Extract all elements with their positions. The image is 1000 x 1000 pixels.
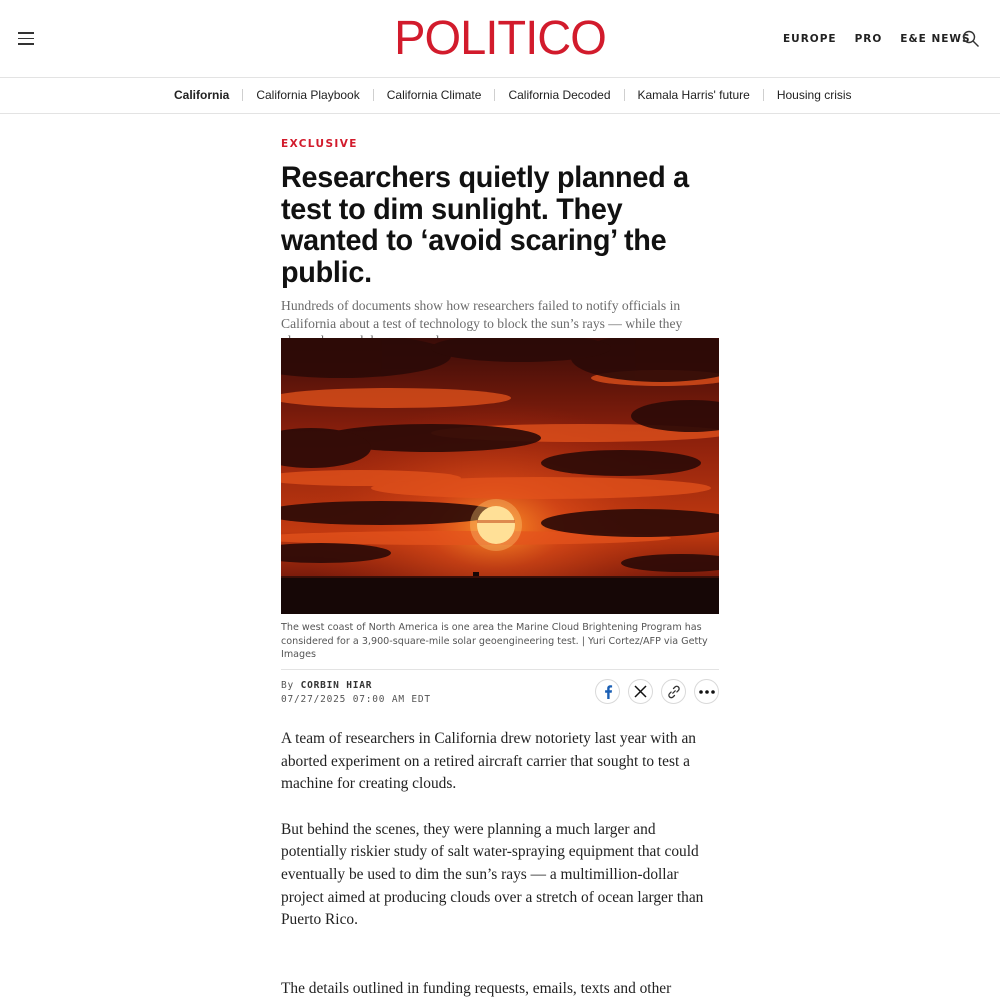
byline: [281, 679, 372, 693]
subnav-item-housing-crisis[interactable]: Housing crisis: [776, 88, 852, 102]
more-icon: [699, 690, 715, 694]
site-header: [0, 0, 1000, 78]
subnav-divider: [494, 89, 495, 101]
nav-pro[interactable]: PRO: [854, 33, 883, 45]
top-nav: [783, 32, 989, 46]
divider: [281, 669, 719, 670]
copy-link-button[interactable]: [661, 679, 686, 704]
publish-timestamp: 07/27/2025 07:00 AM EDT: [281, 694, 431, 705]
facebook-icon: [602, 685, 614, 699]
kicker-label[interactable]: EXCLUSIVE: [281, 138, 358, 150]
article-dek: Hundreds of documents show how researchers failed to notify officials in California about a test of technology to block the sun’s rays — while they: [281, 298, 683, 331]
subnav-item-california[interactable]: California: [174, 88, 230, 102]
byline-prefix: By: [281, 680, 295, 691]
article-headline: Researchers quietly planned a test to dim sunlight. They wanted to ‘avoid scaring’ the public.: [281, 161, 689, 289]
hamburger-icon[interactable]: [18, 32, 34, 46]
link-icon: [667, 685, 681, 699]
body-paragraph: A team of researchers in California drew notoriety last year with an aborted experiment on a retired aircraft carrier that sought to test a machine for creating clouds.: [281, 730, 696, 793]
body-paragraph: But behind the scenes, they were planning a much larger and potentially riskier study of salt water-spraying equipment that could eventually be used to dim the sun’s rays — a multimillion-dollar project aimed at producing clouds over a stretch of ocean larger than Puerto Rico.: [281, 820, 704, 929]
search-icon[interactable]: [962, 30, 980, 48]
subnav-divider: [763, 89, 764, 101]
article-header: [281, 138, 719, 350]
nav-ee-news[interactable]: E&E NEWS: [900, 33, 971, 45]
subnav-item-california-climate[interactable]: California Climate: [386, 88, 482, 102]
x-share-button[interactable]: [628, 679, 653, 704]
body-paragraph: The details outlined in funding requests, emails, texts and other: [281, 979, 672, 997]
x-icon: [634, 685, 647, 698]
facebook-share-button[interactable]: [595, 679, 620, 704]
more-share-button[interactable]: [694, 679, 719, 704]
subnav-item-california-decoded[interactable]: California Decoded: [508, 88, 611, 102]
subnav-divider: [242, 89, 243, 101]
article-body: [281, 728, 721, 1000]
subnav-divider: [373, 89, 374, 101]
subnav-item-kamala-harris-future[interactable]: Kamala Harris' future: [637, 88, 750, 102]
subnav-item-california-playbook[interactable]: California Playbook: [256, 88, 360, 102]
subnav-divider: [624, 89, 625, 101]
image-caption: The west coast of North America is one area the Marine Cloud Brightening Program has considered for a 3,900-square-mile solar geoengineering test. | Yuri Cortez/AFP via Getty Images: [281, 622, 708, 660]
sunset-photo: [281, 338, 719, 614]
section-subnav: [0, 78, 1000, 114]
logo-text: POLITICO: [394, 12, 606, 65]
politico-logo[interactable]: [392, 12, 608, 66]
author-link[interactable]: CORBIN HIAR: [300, 680, 373, 691]
nav-europe[interactable]: EUROPE: [783, 33, 837, 45]
hero-image: [281, 338, 719, 614]
